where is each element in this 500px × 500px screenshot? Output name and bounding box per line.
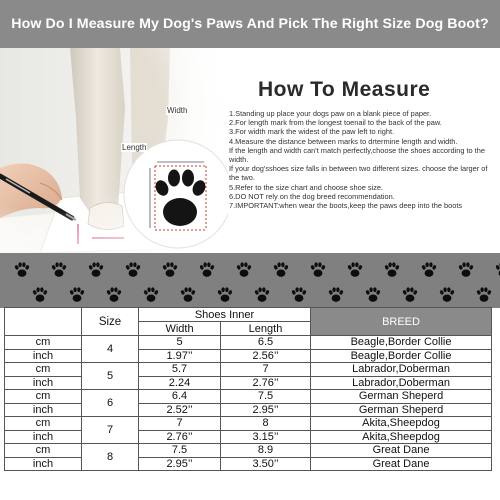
length-cell: 3.15’’ [221, 430, 311, 444]
size-cell: 7 [82, 417, 139, 444]
instruction-line: 5.Refer to the size chart and choose shoe size. [229, 182, 384, 192]
unit-cell: inch [5, 349, 82, 363]
width-cell: 5.7 [139, 363, 221, 377]
paw-print-icon [273, 262, 288, 276]
unit-cell: inch [5, 403, 82, 417]
width-cell: 2.24 [139, 376, 221, 390]
size-header: Size [82, 308, 139, 336]
paw-print-icon [162, 262, 177, 276]
paw-print-icon [88, 262, 103, 276]
instruction-line: If the length and width can't match perfectly,choose the shoes according to the width. [229, 145, 485, 165]
paw-print-icon [236, 262, 251, 276]
instructions-list [229, 109, 497, 210]
table-row [5, 403, 492, 417]
length-cell: 8 [221, 417, 311, 431]
length-cell: 2.95’’ [221, 403, 311, 417]
width-cell: 2.76’’ [139, 430, 221, 444]
instruction-line: 7.IMPORTANT:when wear the boots,keep the paws deep into the boots [229, 201, 463, 211]
length-cell: 2.76’’ [221, 376, 311, 390]
paw-print-icon [365, 287, 380, 301]
length-header: Length [221, 322, 311, 336]
table-row [5, 336, 492, 350]
how-to-measure-heading: How To Measure [258, 78, 431, 101]
dog-leg-illustration [0, 48, 228, 253]
table-row [5, 349, 492, 363]
paw-print-icon [476, 287, 491, 301]
table-row [5, 363, 492, 377]
paw-diagram [0, 48, 228, 253]
size-cell: 6 [82, 390, 139, 417]
width-cell: 2.95’’ [139, 457, 221, 471]
size-cell: 8 [82, 444, 139, 471]
breed-cell: Great Dane [311, 457, 492, 471]
breed-cell: Beagle,Border Collie [311, 349, 492, 363]
unit-cell: cm [5, 417, 82, 431]
page-header [0, 0, 500, 48]
paw-print-icon [328, 287, 343, 301]
paw-print-icon [384, 262, 399, 276]
breed-cell: German Sheperd [311, 403, 492, 417]
paw-print-icon [106, 287, 121, 301]
instruction-line: 6.DO NOT rely on the dog breed recommendation. [229, 191, 395, 201]
length-cell: 8.9 [221, 444, 311, 458]
width-header: Width [139, 322, 221, 336]
breed-cell: Akita,Sheepdog [311, 417, 492, 431]
breed-cell: Beagle,Border Collie [311, 336, 492, 350]
paw-print-icon [217, 287, 232, 301]
table-row [5, 430, 492, 444]
breed-cell: Labrador,Doberman [311, 363, 492, 377]
table-row [5, 376, 492, 390]
instruction-line: 2.For length mark from the longest toenail to the back of the paw. [229, 118, 442, 128]
instruction-line: 3.For width mark the widest of the paw left to right. [229, 127, 395, 137]
instruction-line: 1.Standing up place your dogs paw on a blank piece of paper. [229, 109, 432, 118]
paw-print-icon [291, 287, 306, 301]
table-row [5, 444, 492, 458]
width-cell: 1.97’’ [139, 349, 221, 363]
length-cell: 6.5 [221, 336, 311, 350]
paw-print-icon [125, 262, 140, 276]
size-cell: 4 [82, 336, 139, 363]
unit-cell: cm [5, 444, 82, 458]
paw-print-icon [402, 287, 417, 301]
breed-cell: Akita,Sheepdog [311, 430, 492, 444]
breed-cell: Great Dane [311, 444, 492, 458]
size-cell: 5 [82, 363, 139, 390]
unit-cell: cm [5, 363, 82, 377]
table-row [5, 417, 492, 431]
paw-pattern-band [0, 253, 500, 308]
unit-header-cell [5, 308, 82, 336]
paw-print-icon [180, 287, 195, 301]
shoes-inner-header: Shoes Inner [139, 308, 311, 322]
breed-cell: Labrador,Doberman [311, 376, 492, 390]
breed-cell: German Sheperd [311, 390, 492, 404]
unit-cell: inch [5, 376, 82, 390]
length-cell: 7.5 [221, 390, 311, 404]
length-cell: 3.50’’ [221, 457, 311, 471]
length-cell: 7 [221, 363, 311, 377]
paw-print-icon [69, 287, 84, 301]
unit-cell: cm [5, 390, 82, 404]
width-cell: 7 [139, 417, 221, 431]
paw-print-icon [199, 262, 214, 276]
width-label: Width [167, 106, 188, 115]
paw-print-icon [421, 262, 436, 276]
breed-header: BREED [311, 308, 492, 336]
paw-print-icon [495, 262, 500, 276]
table-row [5, 457, 492, 471]
length-cell: 2.56’’ [221, 349, 311, 363]
paw-print-icon [458, 262, 473, 276]
unit-cell: inch [5, 430, 82, 444]
paw-print-icon [347, 262, 362, 276]
instruction-line: If your dog'sshoes size falls in between two different sizes. choose the larger of the two. [229, 164, 488, 183]
paw-print-icon [51, 262, 66, 276]
unit-cell: inch [5, 457, 82, 471]
paw-pattern [0, 253, 500, 308]
length-label: Length [122, 143, 147, 152]
table-row [5, 390, 492, 404]
width-cell: 7.5 [139, 444, 221, 458]
paw-print-icon [32, 287, 47, 301]
instruction-line: 4.Measure the distance between marks to drtermine length and width. [229, 136, 458, 146]
page-title: How Do I Measure My Dog's Paws And Pick The Right Size Dog Boot? [11, 16, 489, 32]
width-cell: 5 [139, 336, 221, 350]
paw-print-icon [14, 262, 29, 276]
width-cell: 6.4 [139, 390, 221, 404]
size-chart-table [4, 307, 492, 471]
unit-cell: cm [5, 336, 82, 350]
paw-print-icon [439, 287, 454, 301]
width-cell: 2.52’’ [139, 403, 221, 417]
paw-print-icon [310, 262, 325, 276]
paw-print-icon [254, 287, 269, 301]
paw-print-icon [143, 287, 158, 301]
